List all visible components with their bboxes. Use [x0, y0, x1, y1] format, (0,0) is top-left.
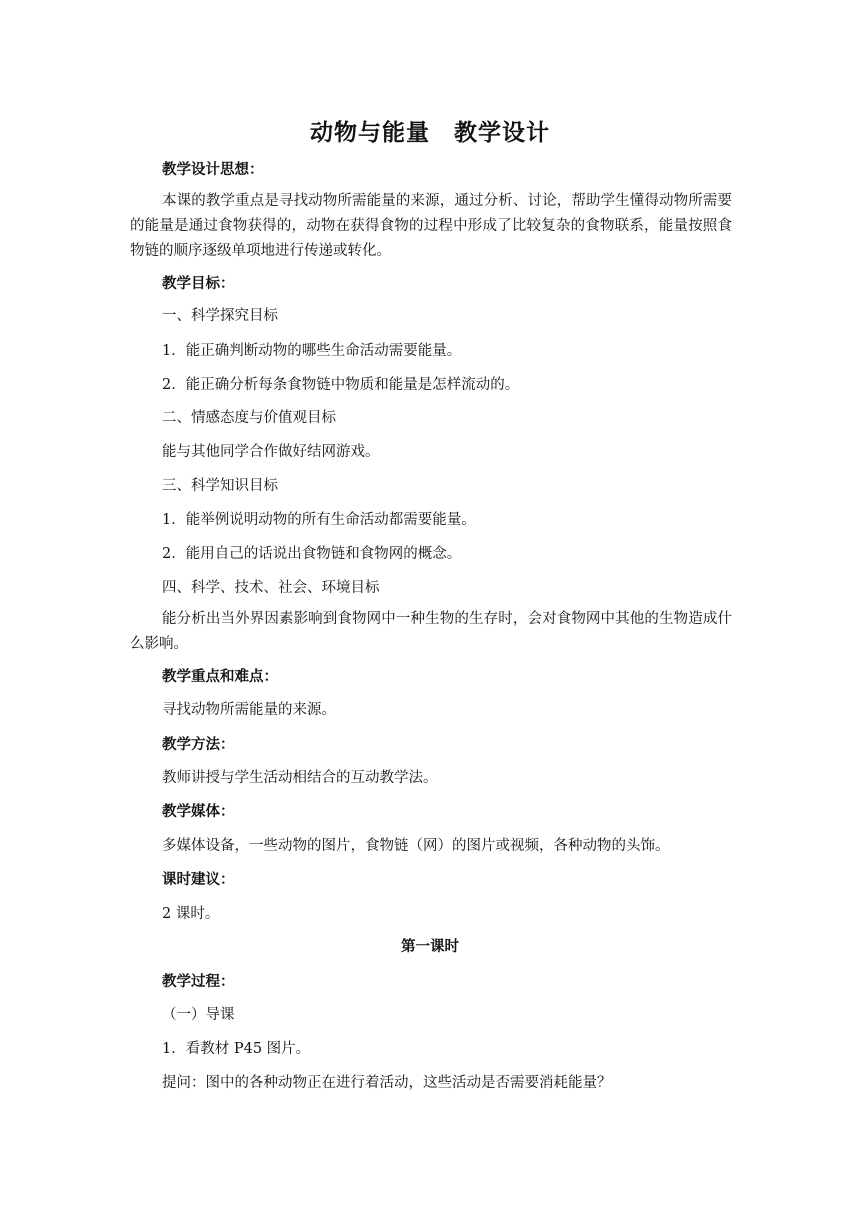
- goal-4-text: 能分析出当外界因素影响到食物网中一种生物的生存时，会对食物网中其他的生物造成什么影响。: [130, 611, 732, 652]
- media-text: 多媒体设备，一些动物的图片，食物链（网）的图片或视频，各种动物的头饰。: [162, 838, 670, 854]
- hours-text: 2 课时。: [162, 906, 220, 922]
- goal-3-item-2: 2．能用自己的话说出食物链和食物网的概念。: [162, 546, 462, 562]
- hours-heading: 课时建议：: [162, 872, 235, 888]
- step-intro: （一）导课: [162, 1007, 235, 1023]
- document-title: 动物与能量 教学设计: [310, 120, 550, 146]
- goal-1-item-1: 1．能正确判断动物的哪些生命活动需要能量。: [162, 343, 462, 359]
- goal-3-title: 三、科学知识目标: [162, 478, 278, 494]
- key-points-text: 寻找动物所需能量的来源。: [162, 702, 336, 718]
- step-intro-question: 提问：图中的各种动物正在进行着活动，这些活动是否需要消耗能量？: [162, 1075, 612, 1091]
- media-heading: 教学媒体：: [162, 804, 235, 820]
- goal-1-item-2: 2．能正确分析每条食物链中物质和能量是怎样流动的。: [162, 377, 520, 393]
- goal-1-title: 一、科学探究目标: [162, 308, 278, 324]
- goal-3-item-1: 1．能举例说明动物的所有生命活动都需要能量。: [162, 512, 476, 528]
- methods-heading: 教学方法：: [162, 737, 235, 753]
- methods-text: 教师讲授与学生活动相结合的互动教学法。: [162, 770, 438, 786]
- step-intro-item-1: 1．看教材 P45 图片。: [162, 1041, 311, 1057]
- goal-2-title: 二、情感态度与价值观目标: [162, 410, 336, 426]
- goals-heading: 教学目标：: [162, 276, 235, 292]
- goal-4-title: 四、科学、技术、社会、环境目标: [162, 580, 380, 596]
- design-idea-heading: 教学设计思想：: [162, 162, 264, 178]
- process-heading: 教学过程：: [162, 974, 235, 990]
- key-points-heading: 教学重点和难点：: [162, 669, 278, 685]
- design-idea-paragraph: 本课的教学重点是寻找动物所需能量的来源，通过分析、讨论，帮助学生懂得动物所需要的能量是通过食物获得的，动物在获得食物的过程中形成了比较复杂的食物联系，能量按照食物链的顺序逐级单项地进行传递或转化。: [130, 193, 732, 259]
- goal-2-text: 能与其他同学合作做好结网游戏。: [162, 444, 380, 460]
- lesson-1-heading: 第一课时: [401, 939, 459, 955]
